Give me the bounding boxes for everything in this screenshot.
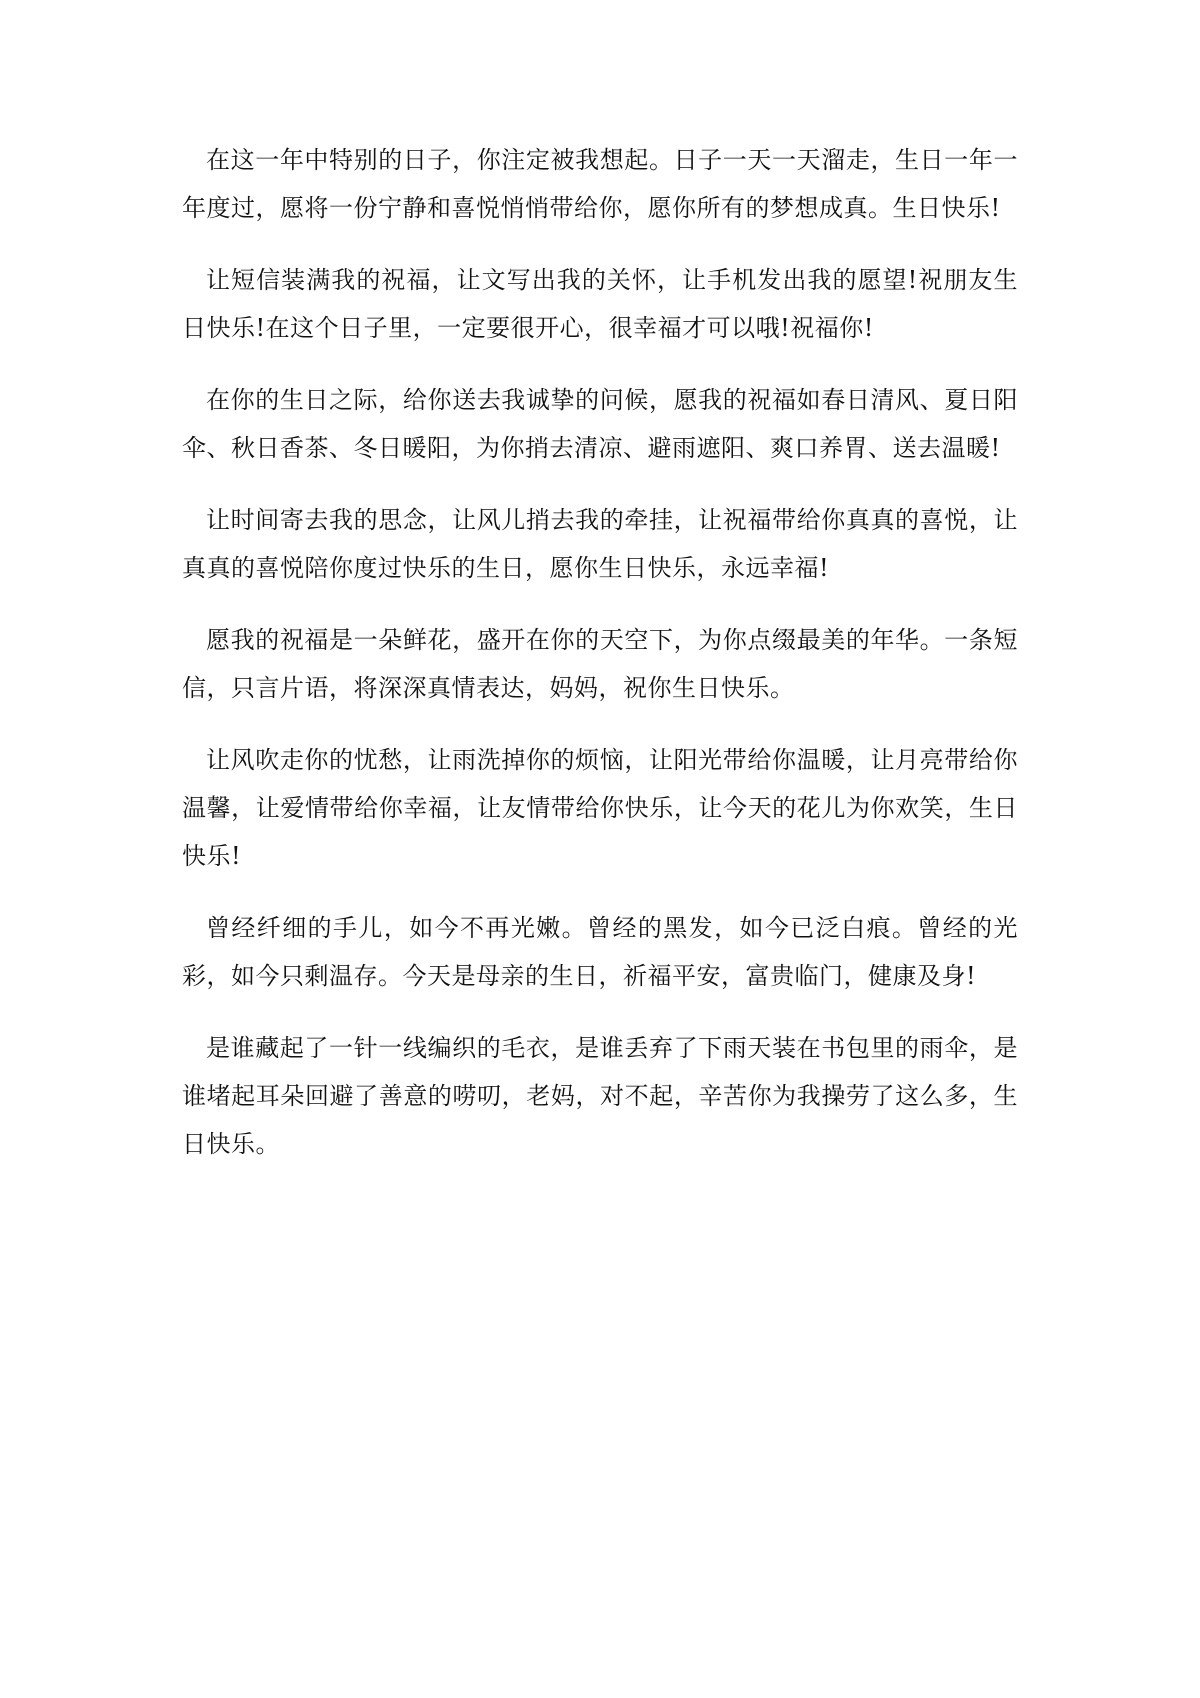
paragraph: 曾经纤细的手儿，如今不再光嫩。曾经的黑发，如今已泛白痕。曾经的光彩，如今只剩温存。今天是母亲的生日，祈福平安，富贵临门，健康及身! bbox=[182, 914, 1018, 990]
paragraph: 让时间寄去我的思念，让风儿捎去我的牵挂，让祝福带给你真真的喜悦，让真真的喜悦陪你度过快乐的生日，愿你生日快乐，永远幸福! bbox=[182, 506, 1018, 582]
paragraph: 让风吹走你的忧愁，让雨洗掉你的烦恼，让阳光带给你温暖，让月亮带给你温馨，让爱情带给你幸福，让友情带给你快乐，让今天的花儿为你欢笑，生日快乐! bbox=[182, 746, 1018, 870]
paragraph: 让短信装满我的祝福，让文写出我的关怀，让手机发出我的愿望!祝朋友生日快乐!在这个日子里，一定要很开心，很幸福才可以哦!祝福你! bbox=[182, 266, 1018, 342]
paragraph: 是谁藏起了一针一线编织的毛衣，是谁丢弃了下雨天装在书包里的雨伞，是谁堵起耳朵回避了善意的唠叨，老妈，对不起，辛苦你为我操劳了这么多，生日快乐。 bbox=[182, 1034, 1018, 1158]
document-body bbox=[182, 136, 1018, 1192]
paragraph: 愿我的祝福是一朵鲜花，盛开在你的天空下，为你点缀最美的年华。一条短信，只言片语，将深深真情表达，妈妈，祝你生日快乐。 bbox=[182, 626, 1018, 702]
paragraph: 在你的生日之际，给你送去我诚挚的问候，愿我的祝福如春日清风、夏日阳伞、秋日香茶、冬日暖阳，为你捎去清凉、避雨遮阳、爽口养胃、送去温暖! bbox=[182, 386, 1018, 462]
paragraph: 在这一年中特别的日子，你注定被我想起。日子一天一天溜走，生日一年一年度过，愿将一份宁静和喜悦悄悄带给你，愿你所有的梦想成真。生日快乐! bbox=[182, 146, 1018, 222]
